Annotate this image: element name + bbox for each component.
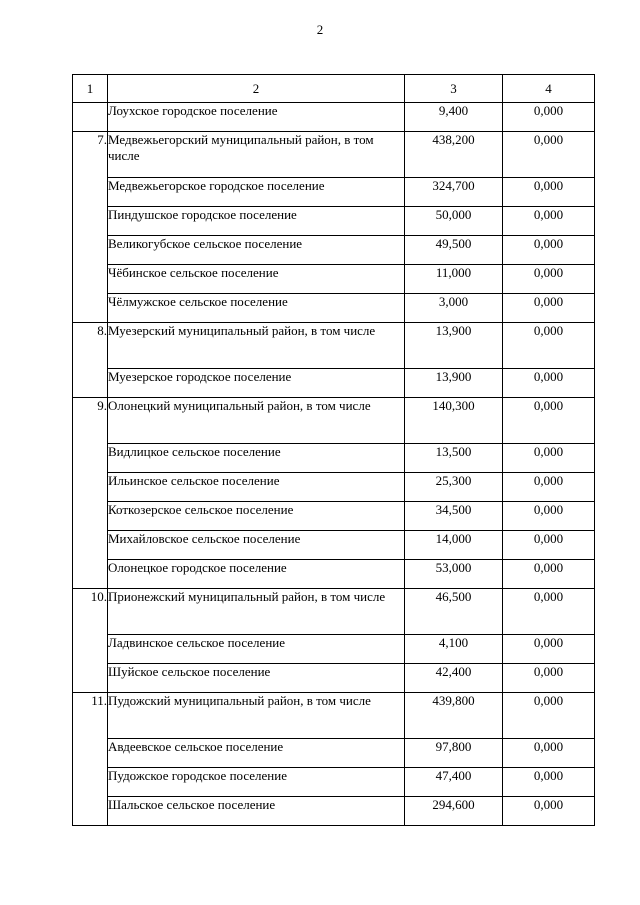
row-number bbox=[73, 664, 108, 693]
table-row bbox=[73, 265, 595, 294]
table-row bbox=[73, 768, 595, 797]
row-name: Чёлмужское сельское поселение bbox=[108, 294, 405, 323]
row-number bbox=[73, 444, 108, 473]
row-number bbox=[73, 103, 108, 132]
row-value-col-3: 11,000 bbox=[405, 265, 503, 294]
row-value-col-3: 13,500 bbox=[405, 444, 503, 473]
row-number: 9. bbox=[73, 398, 108, 444]
table-row bbox=[73, 398, 595, 444]
row-name: Ильинское сельское поселение bbox=[108, 473, 405, 502]
row-name: Пудожское городское поселение bbox=[108, 768, 405, 797]
row-value-col-4: 0,000 bbox=[503, 323, 595, 369]
row-name: Муезерское городское поселение bbox=[108, 369, 405, 398]
row-number bbox=[73, 797, 108, 826]
table-row bbox=[73, 502, 595, 531]
row-value-col-4: 0,000 bbox=[503, 739, 595, 768]
row-number bbox=[73, 369, 108, 398]
row-value-col-3: 53,000 bbox=[405, 560, 503, 589]
row-name: Лоухское городское поселение bbox=[108, 103, 405, 132]
row-name: Пиндушское городское поселение bbox=[108, 207, 405, 236]
row-name: Олонецкий муниципальный район, в том числе bbox=[108, 398, 405, 444]
row-number bbox=[73, 178, 108, 207]
table-header-row bbox=[73, 75, 595, 103]
table-row bbox=[73, 207, 595, 236]
row-value-col-4: 0,000 bbox=[503, 664, 595, 693]
row-value-col-3: 13,900 bbox=[405, 369, 503, 398]
row-value-col-4: 0,000 bbox=[503, 797, 595, 826]
page-number: 2 bbox=[316, 22, 324, 37]
row-value-col-4: 0,000 bbox=[503, 369, 595, 398]
table-row bbox=[73, 178, 595, 207]
row-number bbox=[73, 739, 108, 768]
row-value-col-3: 34,500 bbox=[405, 502, 503, 531]
row-value-col-4: 0,000 bbox=[503, 207, 595, 236]
header-col-3: 3 bbox=[405, 75, 503, 103]
table-row bbox=[73, 236, 595, 265]
row-number: 10. bbox=[73, 589, 108, 635]
row-value-col-3: 42,400 bbox=[405, 664, 503, 693]
row-value-col-4: 0,000 bbox=[503, 473, 595, 502]
row-name: Михайловское сельское поселение bbox=[108, 531, 405, 560]
row-value-col-3: 46,500 bbox=[405, 589, 503, 635]
row-value-col-4: 0,000 bbox=[503, 132, 595, 178]
row-number bbox=[73, 635, 108, 664]
row-value-col-3: 140,300 bbox=[405, 398, 503, 444]
row-number bbox=[73, 560, 108, 589]
row-name: Чёбинское сельское поселение bbox=[108, 265, 405, 294]
row-value-col-4: 0,000 bbox=[503, 768, 595, 797]
row-name: Ладвинское сельское поселение bbox=[108, 635, 405, 664]
header-col-1: 1 bbox=[73, 75, 108, 103]
allocation-table bbox=[72, 74, 595, 826]
table-row bbox=[73, 531, 595, 560]
row-value-col-3: 439,800 bbox=[405, 693, 503, 739]
header-col-4: 4 bbox=[503, 75, 595, 103]
row-name: Авдеевское сельское поселение bbox=[108, 739, 405, 768]
table-row bbox=[73, 323, 595, 369]
table-body bbox=[73, 75, 595, 826]
row-value-col-4: 0,000 bbox=[503, 502, 595, 531]
row-value-col-4: 0,000 bbox=[503, 265, 595, 294]
row-value-col-3: 47,400 bbox=[405, 768, 503, 797]
row-name: Прионежский муниципальный район, в том числе bbox=[108, 589, 405, 635]
row-value-col-3: 3,000 bbox=[405, 294, 503, 323]
table-row bbox=[73, 132, 595, 178]
row-value-col-4: 0,000 bbox=[503, 560, 595, 589]
row-number bbox=[73, 768, 108, 797]
row-value-col-4: 0,000 bbox=[503, 398, 595, 444]
table-row bbox=[73, 797, 595, 826]
row-value-col-3: 25,300 bbox=[405, 473, 503, 502]
table-row bbox=[73, 664, 595, 693]
row-number bbox=[73, 473, 108, 502]
row-value-col-3: 97,800 bbox=[405, 739, 503, 768]
row-number bbox=[73, 265, 108, 294]
row-number: 8. bbox=[73, 323, 108, 369]
row-value-col-4: 0,000 bbox=[503, 444, 595, 473]
row-name: Муезерский муниципальный район, в том числе bbox=[108, 323, 405, 369]
row-value-col-3: 13,900 bbox=[405, 323, 503, 369]
row-name: Пудожский муниципальный район, в том числе bbox=[108, 693, 405, 739]
row-name: Великогубское сельское поселение bbox=[108, 236, 405, 265]
row-value-col-3: 294,600 bbox=[405, 797, 503, 826]
row-number bbox=[73, 531, 108, 560]
row-value-col-3: 50,000 bbox=[405, 207, 503, 236]
row-value-col-4: 0,000 bbox=[503, 103, 595, 132]
row-value-col-4: 0,000 bbox=[503, 294, 595, 323]
row-value-col-4: 0,000 bbox=[503, 589, 595, 635]
table-row bbox=[73, 635, 595, 664]
row-value-col-3: 49,500 bbox=[405, 236, 503, 265]
row-name: Шуйское сельское поселение bbox=[108, 664, 405, 693]
row-value-col-3: 9,400 bbox=[405, 103, 503, 132]
row-number bbox=[73, 294, 108, 323]
row-number bbox=[73, 236, 108, 265]
table-row bbox=[73, 294, 595, 323]
table-row bbox=[73, 103, 595, 132]
table-row bbox=[73, 444, 595, 473]
row-name: Медвежьегорское городское поселение bbox=[108, 178, 405, 207]
row-number: 11. bbox=[73, 693, 108, 739]
row-name: Шальское сельское поселение bbox=[108, 797, 405, 826]
row-name: Олонецкое городское поселение bbox=[108, 560, 405, 589]
row-value-col-3: 324,700 bbox=[405, 178, 503, 207]
table-row bbox=[73, 473, 595, 502]
header-col-2: 2 bbox=[108, 75, 405, 103]
row-name: Медвежьегорский муниципальный район, в том числе bbox=[108, 132, 405, 178]
row-value-col-4: 0,000 bbox=[503, 635, 595, 664]
row-value-col-4: 0,000 bbox=[503, 693, 595, 739]
table-row bbox=[73, 369, 595, 398]
row-value-col-4: 0,000 bbox=[503, 236, 595, 265]
row-number bbox=[73, 502, 108, 531]
row-value-col-3: 438,200 bbox=[405, 132, 503, 178]
row-value-col-4: 0,000 bbox=[503, 531, 595, 560]
table-row bbox=[73, 589, 595, 635]
row-number bbox=[73, 207, 108, 236]
row-number: 7. bbox=[73, 132, 108, 178]
table-row bbox=[73, 693, 595, 739]
row-name: Видлицкое сельское поселение bbox=[108, 444, 405, 473]
row-value-col-3: 4,100 bbox=[405, 635, 503, 664]
row-value-col-4: 0,000 bbox=[503, 178, 595, 207]
row-value-col-3: 14,000 bbox=[405, 531, 503, 560]
table-row bbox=[73, 560, 595, 589]
row-name: Коткозерское сельское поселение bbox=[108, 502, 405, 531]
table-row bbox=[73, 739, 595, 768]
